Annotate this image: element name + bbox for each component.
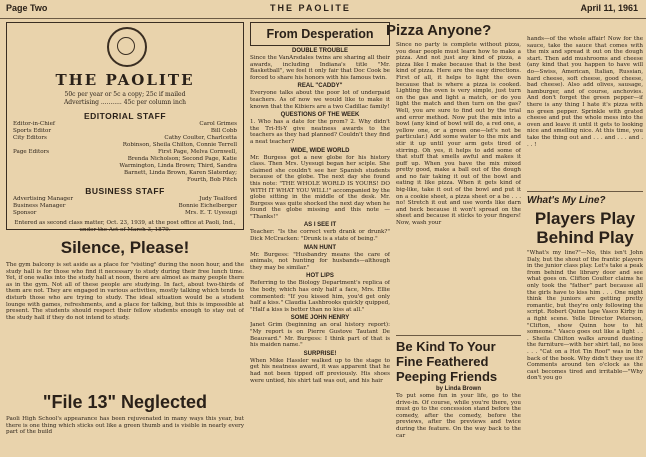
page-header [0,0,646,19]
masthead-rates [7,91,243,107]
staff-row [13,149,237,156]
staff-name: Barnett, Linda Brown, Karen Slaterday; [123,170,237,176]
staff-role: Sponsor [13,210,37,216]
staff-row [13,210,237,217]
staff-role: Page Editors [13,149,50,155]
section-title: QUESTIONS OF THE WEEK [280,112,360,119]
section-title: AS I SEE IT [303,222,337,229]
divider [396,335,521,336]
section-text: Teacher: "Is the correct verb drank or drunk?" Dick McCracken: "Drunk is a state of being." [250,229,390,243]
staff-row [13,170,237,177]
staff-name: Brenda Nicholson; Second Page, Katie [127,156,237,162]
press-association-seal-icon [107,27,147,67]
page-number: Page Two [6,3,48,13]
section-text: When Mike Hassler walked up to the stage to get his neatness award, it was apparent that he had not been tipped off previously. His shoes were untied, his shirt tail was out, and his hair [250,357,390,384]
staff-name: Bill Cobb [210,128,237,134]
masthead-title: THE PAOLITE [55,71,195,89]
staff-row [13,156,237,163]
staff-row [13,177,237,184]
section-title: SURPRISE! [303,350,337,357]
ad-rate-line: Advertising ........... 45c per column inch [63,99,187,106]
business-staff-list [13,196,237,217]
staff-name: Carol Grimes [199,121,237,127]
staff-listing [13,111,237,234]
paper-name: THE PAOLITE [270,3,351,13]
pizza-article-part1: Since no party is complete without pizza, you dear people must learn how to make a pizza. And not just any kind of pizza, a pizza like I make because that is the best kind of pizza. Here are the easy directions. First of all, it helps to light the oven because that is where a pizza is cooked. Lighting the oven is very simple, just turn on the gas and light a match, or do you light the match and then turn on the gas? Well, you are sure to find out by the trial and error method. Now put the mix into a bowl (any kind of bowl will do, a red one, a yellow one, or a green one—let's not be particular.) Add some water to the mix and stir it up until your arm gets tired of stirring. Oh yes, it helps to add some of that stuff that smells awful and makes it puff up. When you have the mix mixed pretty good, make a ball out of the dough and no fair taking it out of the bowl and eating it like pizza. When it gets kind of big-like, take it out of the bowl and put it on a cookie sheet, a pizza sheet or a be . . . no! Stretch it out and use words like darn and heck because it won't spread on the sheet and because it sticks to your fingers! Now, wash your [396,42,521,227]
section-text: 1. Who has a date for the prom? 2. Why didn't the Tri-Hi-Y give neatness awards to the teachers as they had planned? Couldn't they find a neat teacher? [250,119,390,145]
staff-row [13,203,237,210]
divider [527,191,643,192]
staff-row [13,163,237,170]
silence-article: The gym balcony is set aside as a place for "visiting" during the noon hour, and the study hall is for those who find it necessary to study during their free lunch time. Yet, if one walks into the study hall at noon, there are almost as many people there as in the gym. Not all of these people are studying. In fact, about two-thirds of them are not. They are engaged in various activities, mostly talking which tends to disturb those who are trying to study. The ideal situation would be a student lounge with games, refreshments, and a place for talking, but this is impossible at present. The students should respect their fellow students enough to stay out of the study hall if they do not intend to study. [6,262,244,321]
section-text: Mr. Burgess got a new globe for his history class. Then Mrs. Uyesugi began her sciple. She claimed she couldn't see her Spanish students because of the globe. The next day she found this note: "THE WHOLE WORLD IS YOURS! DO WITH IT WHAT YOU WILL!" accompanied by the globe sitting in the middle of the desk. Mr. Burgess was quite shocked the next day when he found the globe missing and this note — "Thanks!" [250,154,390,220]
editorial-staff-heading: EDITORIAL STAFF [83,111,167,121]
desperation-sections [250,46,390,451]
section-title: HOT LIPS [306,273,334,280]
line-headline: Players Play Behind Play [534,209,636,247]
section-text: Mr. Burgess: "Husbandry means the care of animals, not hunting for husbands—although they may be similar." [250,251,390,271]
business-staff-heading: BUSINESS STAFF [85,186,165,196]
staff-row [13,121,237,128]
section-title: SOME JOHN HENRY [290,315,350,322]
staff-row [13,128,237,135]
staff-name: Warmington, Linda Brown; Third, Sandra [119,163,237,169]
staff-role: Business Manager [13,203,66,209]
issue-date: April 11, 1961 [580,3,638,13]
section-title: DOUBLE TROUBLE [292,48,348,54]
file13-article: Paoli High School's appearance has been rejuvenated in many ways this year, but there is one thing which sticks out like a green thumb and is visible in nearly every part of the build [6,416,244,436]
section-title: REAL "CADDY" [297,83,343,90]
staff-name: Robinson, Sheila Chilton, Connie Terrell [122,142,237,148]
staff-name: Judy Tealford [199,196,237,202]
staff-role: Advertising Manager [13,196,73,202]
line-article: "What's my line?"—No, this isn't John Daly, but the shout of the frantic players in the junior class play. Let's take a peak from behind the library door and see what goes on. Clifton Coulter claims he only took the "father" part because all the girls have to kiss him . . . One night think the juniors are getting pretty romantic, but they're only following the script. Robert Quinn tape Vasco Kirby in a fight scene. Yelle Director Peterson, "Clifton, show Quinn how to hit someone." Vasco goes out like a light . . . Sheila Chilton walks around dusting the furniture—with her shirt tail, no less . . . "Cat on a Hot Tin Roof" was in the back of the book. Why didn't they use it? Comments around ten o'clock as the cast becomes tired and irritable—"Why don't you go [527,250,643,382]
staff-name: Mrs. E. T. Uyesugi [185,210,237,216]
staff-row [13,142,237,149]
silence-headline: Silence, Please! [60,238,190,257]
kind-headline: Be Kind To Your Fine Feathered Peeping Friends [396,339,498,384]
pizza-article-part2: hands—of the whole affair! Now for the sauce, take the sauce that comes with the mix and spread it out on the dough start. Then add mushrooms and cheese (any kind that you happen to have will do—Swiss, American, Italian, Russian, hard cheese, soft cheese, good cheese, bad cheese). Also add olives, sausage, hamburger, and of course, anchovies. And don't forget the green pepper—if there is any thing I hate it's pizza with no green pepper. Sprinkle with grated cheese and put the whole mess into the oven and leave it until it gets to looking nice and smelling nice. At this time, you take the thing out and . . . and . . . and . . . ! [527,36,643,148]
section-text: Since the VanArsdales twins are sharing all their awards, including Indiana's title "Mr. Basketball", we feel it only fair that Doc Cook be forced to share his honors with his famous twin. [250,55,390,81]
file13-headline: "File 13" Neglected [42,392,208,412]
staff-role: Sports Editor [13,128,52,134]
price-line: 50c per year or 5c a copy; 25c if mailed [64,91,186,98]
middle-column [386,22,521,441]
staff-name: Bonnie Eichelberger [178,203,237,209]
section-text: Janet Grim (beginning an oral history report): "My report is on Pierre Gustove Tautant De Beauvard." Mr. Burgess: I think part of that is his maiden name." [250,322,390,349]
staff-name: Cathy Coulter, Charlcetta [164,135,237,141]
section-text: Everyone talks about the poor lot of underpaid teachers. As of now we would like to make it known that the Kibiers are a two Cadillac family! [250,90,390,110]
staff-name: Fourth, Bob Pitch [187,177,237,183]
staff-role: City Editors [13,135,47,141]
section-title: WIDE, WIDE WORLD [290,147,350,154]
masthead-box [6,22,244,233]
desperation-column [250,22,390,451]
entry-notice: Entered as second class matter, Oct. 23, 1939, at the post office at Paoli, Ind., under the Act of March 3, 1879. [14,220,236,233]
desperation-headline: From Desperation [250,22,390,46]
staff-row [13,135,237,142]
staff-name: First Page, Melva Cornwell, [157,149,237,155]
staff-row [13,196,237,203]
section-title: MAN HUNT [304,244,336,251]
section-text: Referring to the Biology Department's replica of the body, which has only half a face, Mrs. Ellie commented: "If you kissed him, you'd get only half a kiss." Claudia Lashbrooks quickly quipped, "Half a kiss is better than no kiss at all." [250,280,390,313]
kind-article: To put some fun in your life, go to the drive-in. Of course, while you're there, you must go to the concession stand before the comedy, after the comedy, before the previews, after the previews and twice during the feature. On the way back to the car [396,393,521,439]
editorial-staff-list [13,121,237,184]
left-column [6,22,244,438]
line-kicker: What's My Line? [527,195,606,206]
kind-byline: by Linda Brown [436,386,481,392]
pizza-headline: Pizza Anyone? [386,22,492,39]
right-column [527,22,643,425]
staff-role: Editor-in-Chief [13,121,55,127]
